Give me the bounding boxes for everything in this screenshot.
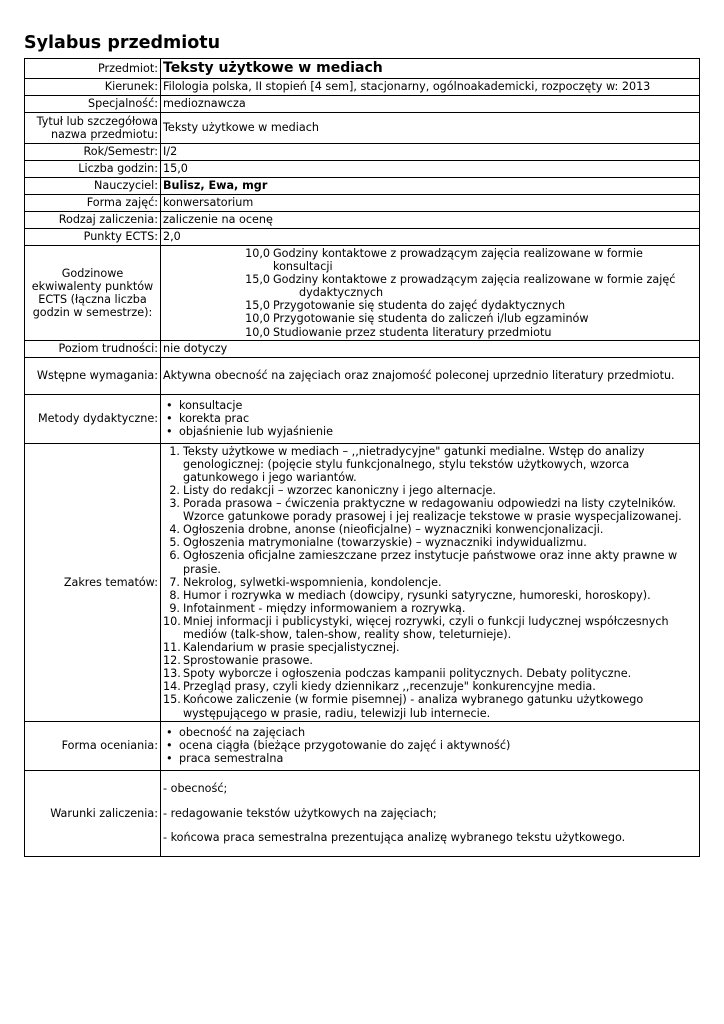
row-rodzaj-zaliczenia — [25, 212, 700, 229]
value-specjalnosc: medioznawcza — [161, 96, 700, 113]
hours-row — [163, 312, 697, 325]
list-item: • objaśnienie lub wyjaśnienie — [179, 425, 697, 438]
list-item: • korekta prac — [179, 412, 697, 425]
topic-item: 2. Listy do redakcji – wzorzec kanoniczny i jego alternacje. — [169, 483, 496, 497]
value-godzinowe — [161, 246, 700, 341]
value-warunki — [161, 770, 700, 856]
label-zakres: Zakres tematów: — [25, 443, 161, 721]
topic-item: 13. Spoty wyborcze i ogłoszenia podczas kampanii politycznych. Debaty polityczne. — [163, 667, 632, 681]
topic-item: 10. Mniej informacji i publicystyki, więcej rozrywki, czyli o funkcji ludycznej współczesnych mediów (talk-show, talen-show, reality show, teleturnieje). — [163, 614, 669, 641]
label-forma-oceniania: Forma oceniania: — [25, 721, 161, 770]
label-forma-zajec: Forma zajęć: — [25, 195, 161, 212]
value-kierunek: Filologia polska, II stopień [4 sem], stacjonarny, ogólnoakademicki, rozpoczęty w: 2013 — [161, 79, 700, 96]
value-forma-oceniania — [161, 721, 700, 770]
label-specjalnosc: Specjalność: — [25, 96, 161, 113]
label-przedmiot: Przedmiot: — [25, 59, 161, 79]
value-nauczyciel: Bulisz, Ewa, mgr — [161, 178, 700, 195]
row-specjalnosc — [25, 96, 700, 113]
list-item: • konsultacje — [179, 399, 697, 412]
value-metody — [161, 394, 700, 443]
value-ects: 2,0 — [161, 229, 700, 246]
hours-text: Godziny kontaktowe z prowadzącym zajęcia realizowane w formie konsultacji — [273, 247, 643, 274]
hours-row — [163, 326, 697, 339]
hours-row — [163, 299, 697, 312]
label-wymagania: Wstępne wymagania: — [25, 357, 161, 394]
value-forma-zajec: konwersatorium — [161, 195, 700, 212]
list-item: • ocena ciągła (bieżące przygotowanie do zajęć i aktywność) — [179, 739, 697, 752]
label-rodzaj-zaliczenia: Rodzaj zaliczenia: — [25, 212, 161, 229]
hours-text: Przygotowanie się studenta do zajęć dydaktycznych — [273, 299, 566, 313]
list-item: • praca semestralna — [179, 752, 697, 765]
hours-value: 10,0 — [245, 325, 270, 339]
list-item: • obecność na zajęciach — [179, 726, 697, 739]
label-warunki: Warunki zaliczenia: — [25, 770, 161, 856]
hours-value: 10,0 — [245, 247, 270, 260]
value-poziom: nie dotyczy — [161, 340, 700, 357]
label-ects: Punkty ECTS: — [25, 229, 161, 246]
label-godzinowe: Godzinowe ekwiwalenty punktów ECTS (łączna liczba godzin w semestrze): — [25, 246, 161, 341]
topic-item: 12. Sprostowanie prasowe. — [163, 654, 313, 668]
value-przedmiot: Teksty użytkowe w mediach — [161, 59, 700, 79]
row-forma-oceniania — [25, 721, 700, 770]
row-warunki — [25, 770, 700, 856]
row-liczba-godzin — [25, 161, 700, 178]
row-wymagania — [25, 357, 700, 394]
row-przedmiot — [25, 59, 700, 79]
value-liczba-godzin: 15,0 — [161, 161, 700, 178]
row-tytul — [25, 113, 700, 144]
hours-value: 15,0 — [245, 299, 270, 313]
label-tytul: Tytuł lub szczegółowa nazwa przedmiotu: — [25, 113, 161, 144]
row-metody — [25, 394, 700, 443]
hours-value: 10,0 — [245, 312, 270, 326]
hours-row — [163, 247, 697, 273]
condition-item: - końcowa praca semestralna prezentująca analizę wybranego tekstu użytkowego. — [163, 830, 626, 844]
condition-item: - obecność; — [163, 782, 228, 796]
topic-item: 8. Humor i rozrywka w mediach (dowcipy, rysunki satyryczne, humoreski, horoskopy). — [169, 588, 651, 602]
hours-row — [163, 273, 697, 299]
label-nauczyciel: Nauczyciel: — [25, 178, 161, 195]
row-godzinowe — [25, 246, 700, 341]
hours-text: Godziny kontaktowe z prowadzącym zajęcia realizowane w formie zajęć dydaktycznych — [273, 273, 676, 300]
topic-item: 14. Przegląd prasy, czyli kiedy dziennikarz ,,recenzuje" konkurencyjne media. — [163, 680, 596, 694]
topic-item: 3. Porada prasowa – ćwiczenia praktyczne w redagowaniu odpowiedzi na listy czytelników. Wzorce gatunkowe porady prasowej i jej realizacje tekstowe w prasie wyspecjalizowanej. — [169, 497, 682, 524]
page-title: Sylabus przedmiotu — [24, 33, 221, 53]
topic-item: 15. Końcowe zaliczenie (w formie pisemnej) - analiza wybranego gatunku użytkowego występującego w prasie, radiu, telewizji lub internecie. — [163, 693, 644, 720]
row-forma-zajec — [25, 195, 700, 212]
hours-text: Przygotowanie się studenta do zaliczeń i/lub egzaminów — [273, 312, 589, 326]
row-kierunek — [25, 79, 700, 96]
value-wymagania: Aktywna obecność na zajęciach oraz znajomość poleconej uprzednio literatury przedmiotu. — [161, 357, 700, 394]
topic-item: 9. Infotainment - między informowaniem a rozrywką. — [169, 601, 466, 615]
syllabus-table — [24, 58, 700, 857]
label-kierunek: Kierunek: — [25, 79, 161, 96]
row-poziom — [25, 340, 700, 357]
row-nauczyciel — [25, 178, 700, 195]
condition-item: - redagowanie tekstów użytkowych na zajęciach; — [163, 806, 437, 820]
topic-item: 11. Kalendarium w prasie specjalistycznej. — [163, 641, 400, 655]
value-tytul: Teksty użytkowe w mediach — [161, 113, 700, 144]
value-rodzaj-zaliczenia: zaliczenie na ocenę — [161, 212, 700, 229]
topic-item: 1. Teksty użytkowe w mediach – ,,nietradycyjne" gatunki medialne. Wstęp do analizy genologicznej: (pojęcie stylu funkcjonalnego, stylu tekstów użytkowych, wzorca gatunkowego i jego wariantów. — [169, 444, 645, 484]
topic-item: 4. Ogłoszenia drobne, anonse (nieoficjalne) – wyznaczniki konwencjonalizacji. — [169, 523, 604, 537]
label-rok: Rok/Semestr: — [25, 144, 161, 161]
value-rok: I/2 — [161, 144, 700, 161]
topic-item: 6. Ogłoszenia oficjalne zamieszczane przez instytucje państwowe oraz inne akty prawne w prasie. — [169, 549, 678, 576]
hours-text: Studiowanie przez studenta literatury przedmiotu — [273, 325, 552, 339]
label-metody: Metody dydaktyczne: — [25, 394, 161, 443]
label-liczba-godzin: Liczba godzin: — [25, 161, 161, 178]
hours-value: 15,0 — [245, 273, 270, 287]
topic-item: 7. Nekrolog, sylwetki-wspomnienia, kondolencje. — [169, 575, 442, 589]
value-zakres — [161, 443, 700, 721]
row-rok — [25, 144, 700, 161]
label-poziom: Poziom trudności: — [25, 340, 161, 357]
row-ects — [25, 229, 700, 246]
row-zakres — [25, 443, 700, 721]
topic-item: 5. Ogłoszenia matrymonialne (towarzyskie) – wyznaczniki indywidualizmu. — [169, 536, 587, 550]
